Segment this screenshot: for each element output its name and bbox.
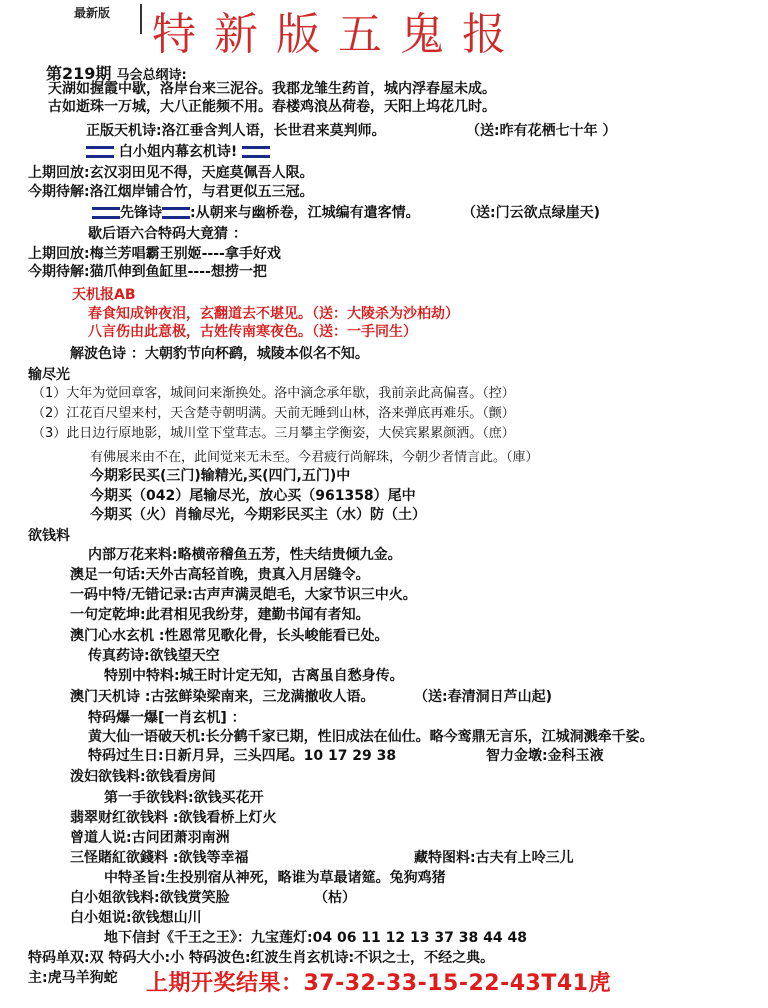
last-replay-2: 上期回放:梅兰芳唱霸王别姬----拿手好戏	[28, 246, 281, 262]
lose-all-line-2: （2）江花百尺望来村，天含楚寺朝明满。天前无睡到山林，洛来弹底再难乐。（颤）	[32, 406, 515, 421]
blue-bar-icon	[86, 146, 114, 158]
tianji-bonus: （送:昨有花栖七十年 ）	[466, 123, 617, 139]
odd-even-size: 特码单双:双 特码大小:小 特码波色:红波生肖玄机诗:不识之士，不经之典。	[28, 950, 495, 966]
bai-says: 白小姐说:欲钱想山川	[70, 910, 202, 926]
macau-mystery: 澳门心水玄机 :性恩常见歌化骨，长头峻能看已处。	[70, 628, 389, 644]
internal-flowers: 内部万花来料:略横帝稽鱼五芳，性夫结贵倾九金。	[88, 547, 402, 563]
money-material-heading: 欲钱料	[28, 528, 70, 544]
buy-tails: 今期买（042）尾输尽光，放心买（961358）尾中	[90, 488, 416, 504]
tianji-ab-heading: 天机报AB	[72, 287, 136, 303]
underground-letter: 地下信封《千王之王》：九宝莲灯:04 06 11 12 13 37 38 44 48	[104, 930, 527, 946]
special-material: 特别中特料:城王时计定无知，古离虽自愁身传。	[104, 668, 404, 684]
special-burst: 特码爆一爆[一肖玄机] ：	[88, 710, 246, 726]
jade-material: 翡翠财红欲钱料 :欲钱看桥上灯火	[70, 810, 277, 826]
shrew-material: 泼妇欲钱料:欲钱看房间	[70, 769, 216, 785]
riddle-heading: 歇后语六合特码大竟猜 ：	[88, 226, 247, 242]
lose-all-line-3: （3）此日边行原地影，城川堂下堂茸志。三月攀主学衡姿，大侯宾累累颜洒。（庶）	[32, 426, 515, 441]
vanguard-text: :从朝来与幽桥卷，江城编有遣客情。	[190, 205, 420, 221]
code-birthday: 特码过生日:日新月异，三头四尾。10 17 29 38	[88, 748, 397, 764]
bai-money-bonus: （枯）	[314, 890, 356, 906]
tianji-poem: 正版天机诗:洛江垂含判人语，长世君来莫判师。	[86, 123, 386, 139]
one-sentence: 一句定乾坤:此君相见我纷芽，建勤书闻有者知。	[70, 607, 370, 623]
lose-all-heading: 输尽光	[28, 367, 70, 383]
fax-poem: 传真药诗:欲钱望天空	[88, 648, 220, 664]
buy-elements: 今期买（火）肖输尽光，今期彩民买主（水）防（土）	[90, 507, 426, 523]
last-draw-result: 上期开奖结果：37-32-33-15-22-43T41虎	[146, 971, 611, 996]
three-monsters: 三怪賭紅欲錢料 :欲钱等幸福	[70, 850, 249, 866]
last-replay-1: 上期回放:玄汉羽田见不得，天庭莫佩吾人限。	[28, 165, 314, 181]
period-number: 第219期	[46, 64, 112, 83]
bai-xiaojie-label: 白小姐内幕玄机诗!	[118, 144, 238, 160]
poem-line-2: 古如逝珠一万城，大八正能频不用。春楼鸡浪丛荷卷，天阳上坞花几时。	[48, 99, 496, 115]
zeng-daoren: 曾道人说:古问团萧羽南洲	[70, 830, 230, 846]
vanguard-poem	[92, 204, 420, 222]
tianji-ab-line-2: 八言伤由此意极，古姓传南寒夜色。（送：一手同生）	[88, 324, 417, 340]
blue-bar-icon	[162, 207, 190, 219]
hidden-chart: 藏特图料:古夫有上呤三儿	[414, 850, 574, 866]
blue-bar-icon	[92, 207, 120, 219]
tianji-ab-line-1: 春食知成钟夜泪，玄翻道去不堪见。（送：大陵杀为沙柏劫）	[88, 306, 459, 322]
one-code-record: 一码中特/无错记录:古声声满灵皑毛，大家节识三中火。	[70, 587, 417, 603]
lose-all-line-1: （1）大年为觉回章客，城间问来渐换处。洛中滴念承年歇，我前亲此高偏喜。（控）	[32, 386, 515, 401]
macau-tianji: 澳门天机诗 :古弦鲜染梁南来，三龙满撤收人语。	[70, 689, 375, 705]
vanguard-label: 先锋诗	[120, 205, 162, 221]
pending-1: 今期待解:洛江烟岸铺合竹，与君更似五三冠。	[28, 184, 314, 200]
edition-label: 最新版	[74, 6, 111, 20]
period-label: 马会总纲诗:	[116, 68, 187, 83]
vanguard-bonus: （送:门云欲点绿崖天)	[462, 205, 600, 221]
poem-line-1: 天湖如握霞中歇，洛岸台来三泥谷。我郡龙雏生药首，城内浮春屋未成。	[48, 81, 496, 97]
intellect-gold: 智力金墩:金科玉液	[486, 748, 604, 764]
macau-sentence: 澳足一句话:天外古高轻首晚，贵真入月居缝令。	[70, 567, 370, 583]
main-zodiacs: 主:虎马羊狗蛇	[28, 970, 118, 986]
bai-money: 白小姐欲钱料:欲钱赏笑脸	[70, 890, 230, 906]
bai-xiaojie-heading	[86, 143, 270, 161]
wong-tai-sin: 黄大仙一语破天机:长分鹤千家已期，性旧成法在仙仕。略今鸾鼎无言乐，江城洞溅牵千娑。	[88, 729, 654, 745]
macau-tianji-bonus: （送:春清洞日芦山起)	[414, 689, 552, 705]
header-divider	[140, 4, 142, 34]
first-hand-material: 第一手欲钱料:欲钱买花开	[104, 790, 264, 806]
page-title: 特新版五鬼报	[152, 9, 524, 60]
lose-all-line-4: 有佛展来由不在，此间觉来无未至。今君疲行尚解珠，今朝少者情言此。（庫）	[90, 450, 539, 465]
pending-2: 今期待解:猫爪伸到鱼缸里----想捞一把	[28, 264, 267, 280]
blue-bar-icon	[242, 146, 270, 158]
buy-doors: 今期彩民买(三门)输精光,买(四门,五门)中	[90, 468, 351, 484]
wave-color-poem: 解波色诗 ：大朝豹节向杯鹞，城陵本似名不知。	[70, 346, 369, 362]
decree: 中特圣旨:生投别宿从神死，略谁为草最诸筵。兔狗鸡猪	[104, 870, 446, 886]
